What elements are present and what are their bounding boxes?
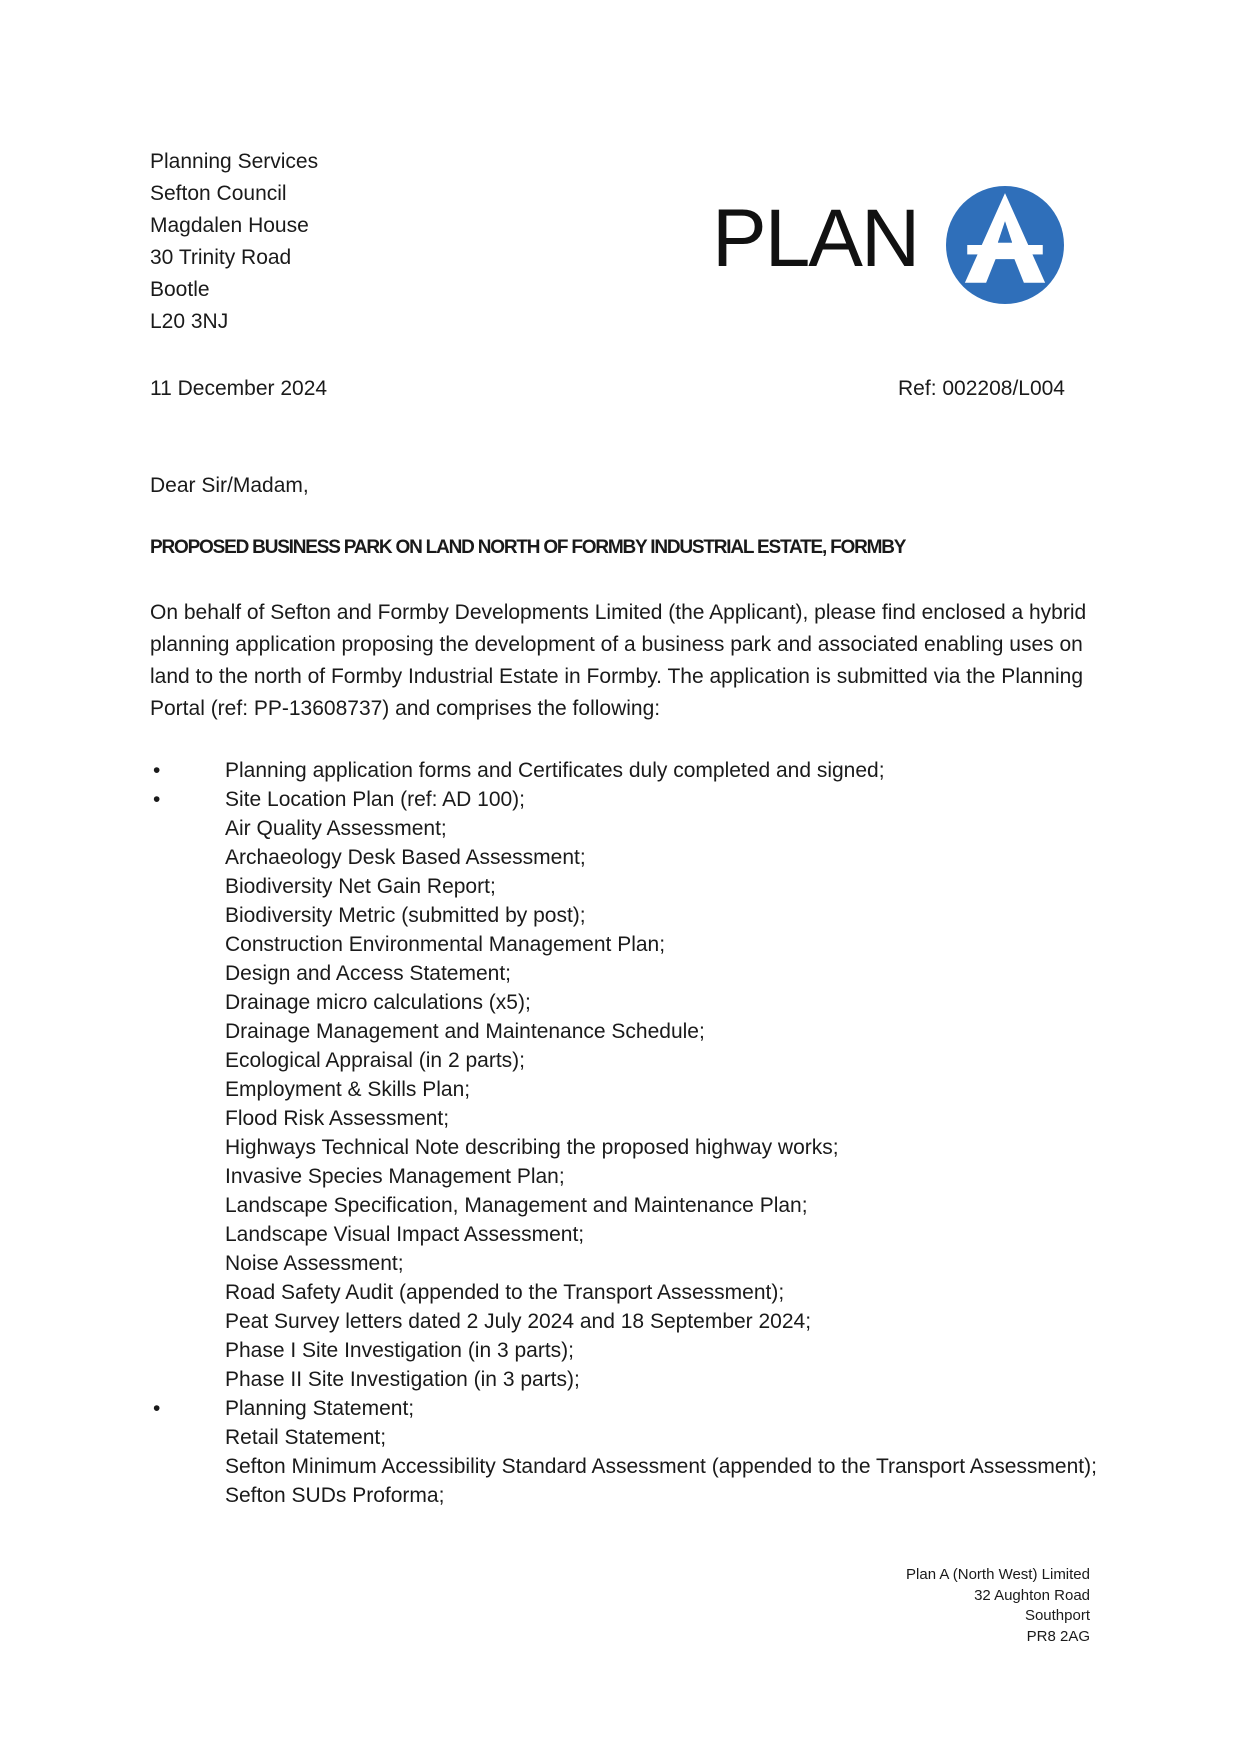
logo-wordmark: PLAN [712, 193, 919, 284]
list-item-text: Sefton Minimum Accessibility Standard Assessment (appended to the Transport Assessment); [225, 1455, 1097, 1478]
subject-heading: PROPOSED BUSINESS PARK ON LAND NORTH OF FORMBY INDUSTRIAL ESTATE, FORMBY [150, 537, 906, 558]
list-item [150, 1423, 1110, 1452]
list-item [150, 1307, 1110, 1336]
list-item-text: Biodiversity Metric (submitted by post); [225, 904, 586, 927]
footer-street: 32 Aughton Road [974, 1586, 1090, 1604]
address-line: Magdalen House [150, 214, 309, 237]
address-line: Planning Services [150, 150, 319, 173]
footer-town: Southport [1024, 1607, 1090, 1624]
list-item-text: Phase II Site Investigation (in 3 parts); [225, 1368, 580, 1391]
list-item [150, 1162, 1110, 1191]
list-item-text: Highways Technical Note describing the proposed highway works; [225, 1136, 839, 1159]
list-item [150, 843, 1110, 872]
list-item-text: Phase I Site Investigation (in 3 parts); [225, 1339, 575, 1362]
list-item [150, 1278, 1110, 1307]
list-item [150, 1017, 1110, 1046]
list-item-text: Planning Statement; [225, 1397, 415, 1420]
intro-paragraph: On behalf of Sefton and Formby Developments Limited (the Applicant), please find enclosed a hybrid planning application proposing the development of a business park and associated enabling uses on land to the north of Formby Industrial Estate in Formby. The application is submitted via the Planning Portal (ref: PP-13608737) and comprises the following: [150, 601, 1087, 720]
list-item [150, 1481, 1110, 1510]
list-item [150, 1249, 1110, 1278]
list-item-text: Sefton SUDs Proforma; [225, 1484, 445, 1507]
salutation: Dear Sir/Madam, [150, 474, 309, 497]
list-item-text: Construction Environmental Management Plan; [225, 933, 666, 956]
bullet-icon: • [153, 788, 161, 811]
recipient-address [150, 146, 318, 338]
list-item-text: Air Quality Assessment; [225, 817, 447, 840]
list-item-text: Noise Assessment; [225, 1252, 404, 1275]
list-item-text: Retail Statement; [225, 1426, 387, 1449]
list-item [150, 901, 1110, 930]
footer-company: Plan A (North West) Limited [906, 1566, 1090, 1583]
list-item-text: Peat Survey letters dated 2 July 2024 and 18 September 2024; [225, 1310, 812, 1333]
list-item [150, 756, 1110, 785]
bullet-icon: • [153, 1397, 161, 1420]
list-item [150, 1046, 1110, 1075]
address-line: L20 3NJ [150, 310, 229, 333]
list-item [150, 1104, 1110, 1133]
documents-list [150, 756, 1110, 1510]
list-item [150, 988, 1110, 1017]
list-item [150, 814, 1110, 843]
footer-postcode: PR8 2AG [1026, 1627, 1090, 1645]
list-item [150, 1133, 1110, 1162]
list-item-text: Ecological Appraisal (in 2 parts); [225, 1049, 525, 1072]
logo-a-circle-icon [946, 186, 1064, 304]
list-item-text: Road Safety Audit (appended to the Transport Assessment); [225, 1281, 785, 1304]
list-item [150, 872, 1110, 901]
bullet-icon: • [153, 759, 161, 782]
list-item-text: Drainage Management and Maintenance Schedule; [225, 1020, 705, 1043]
list-item-text: Site Location Plan (ref: AD 100); [225, 788, 525, 811]
list-item [150, 1220, 1110, 1249]
address-line: 30 Trinity Road [150, 246, 292, 269]
list-item-text: Landscape Visual Impact Assessment; [225, 1223, 585, 1246]
address-line: Sefton Council [150, 182, 287, 205]
letter-date: 11 December 2024 [150, 377, 328, 400]
list-item-text: Archaeology Desk Based Assessment; [225, 846, 586, 869]
list-item-text: Flood Risk Assessment; [225, 1107, 450, 1130]
list-item [150, 959, 1110, 988]
list-item-text: Drainage micro calculations (x5); [225, 991, 531, 1014]
footer-address [906, 1565, 1090, 1647]
list-item-text: Landscape Specification, Management and Maintenance Plan; [225, 1194, 808, 1217]
address-line: Bootle [150, 278, 210, 301]
list-item [150, 1394, 1110, 1423]
list-item [150, 1452, 1110, 1481]
list-item [150, 785, 1110, 814]
list-item-text: Invasive Species Management Plan; [225, 1165, 565, 1188]
list-item-text: Planning application forms and Certificates duly completed and signed; [225, 759, 885, 782]
list-item-text: Design and Access Statement; [225, 962, 511, 985]
list-item [150, 1336, 1110, 1365]
letter-reference: Ref: 002208/L004 [898, 377, 1065, 400]
list-item-text: Employment & Skills Plan; [225, 1078, 471, 1101]
list-item [150, 930, 1110, 959]
list-item-text: Biodiversity Net Gain Report; [225, 875, 496, 898]
list-item [150, 1191, 1110, 1220]
plan-a-logo [700, 178, 1070, 308]
list-item [150, 1365, 1110, 1394]
list-item [150, 1075, 1110, 1104]
